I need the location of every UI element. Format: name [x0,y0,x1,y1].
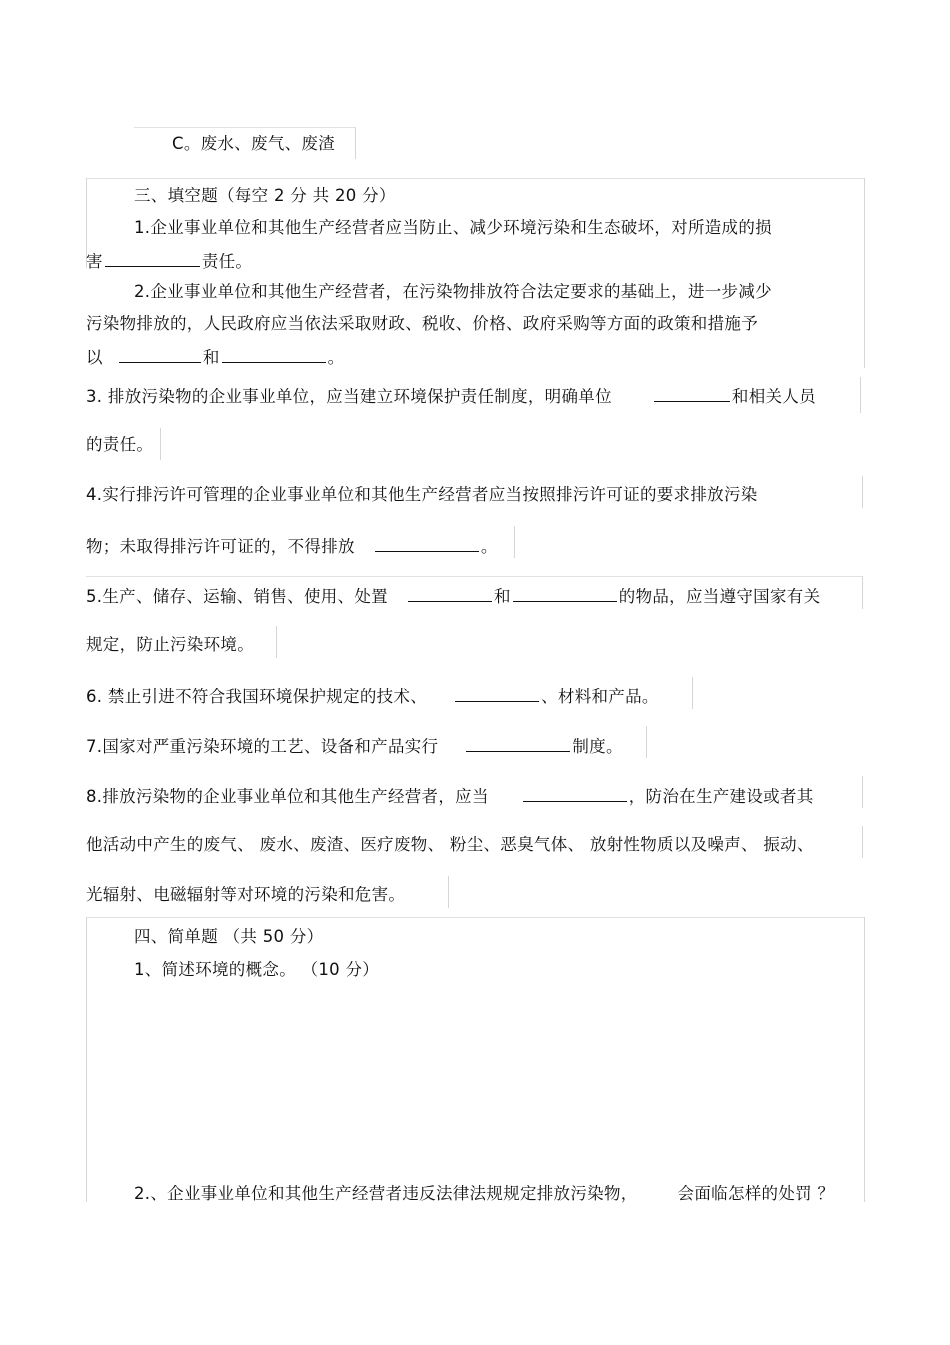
short-question-1: 1、简述环境的概念。 （10 分） [134,960,380,979]
section-heading-short: 四、简单题 （共 50 分） [134,927,324,946]
frame-line [646,726,647,758]
fill-question-5-line1 [86,587,820,606]
fill-question-2-line3 [86,348,344,367]
fill-question-2-line2: 污染物排放的，人民政府应当依法采取财政、税收、价格、政府采购等方面的政策和措施予 [86,314,758,333]
answer-blank[interactable] [105,252,200,267]
answer-blank[interactable] [375,537,479,552]
answer-blank[interactable] [466,737,570,752]
q2-post-text: 。 [327,348,345,367]
answer-blank[interactable] [408,587,492,602]
q5-pre-text: 5.生产、储存、运输、销售、使用、处置 [86,587,388,606]
fill-question-8-line3: 光辐射、电磁辐射等对环境的污染和危害。 [86,885,406,904]
fill-question-6 [86,687,659,706]
q8-post-text: ，防治在生产建设或者其 [628,787,814,806]
frame-line [160,428,161,460]
q2-mid-text: 和 [202,348,220,367]
q2-short-pre: 2.、企业事业单位和其他生产经营者违反法律法规规定排放污染物， [134,1184,638,1203]
frame-line [862,576,863,609]
frame-line [864,178,865,368]
q6-pre-text: 6. 禁止引进不符合我国环境保护规定的技术、 [86,687,428,706]
q7-post-text: 制度。 [572,737,623,756]
frame-line [355,127,356,159]
frame-line [862,476,863,508]
fill-question-1-line2 [86,252,252,271]
answer-blank[interactable] [513,587,617,602]
answer-blank[interactable] [523,787,627,802]
q1-pre-text: 害 [86,252,103,271]
fill-question-4-line2 [86,537,498,556]
q5-post-text: 的物品，应当遵守国家有关 [618,587,821,606]
frame-line [864,917,865,1202]
frame-line [862,776,863,808]
section-heading-fill: 三、填空题（每空 2 分 共 20 分） [134,186,396,205]
q8-pre-text: 8.排放污染物的企业事业单位和其他生产经营者，应当 [86,787,489,806]
short-question-2 [134,1186,834,1203]
q2-short-post: 会面临怎样的处罚 ？ [677,1184,835,1203]
fill-question-7 [86,737,623,756]
answer-blank[interactable] [222,348,326,363]
answer-blank[interactable] [455,687,539,702]
fill-question-8-line2: 他活动中产生的废气、 废水、废渣、医疗废物、 粉尘、恶臭气体、 放射性物质以及噪声、 振动、 [86,835,814,854]
option-c: C。废水、废气、废渣 [172,134,336,153]
frame-line [692,677,693,709]
fill-question-4-line1: 4.实行排污许可管理的企业事业单位和其他生产经营者应当按照排污许可证的要求排放污染 [86,485,758,504]
frame-line [514,526,515,558]
frame-line [448,876,449,908]
q4-pre-text: 物；未取得排污许可证的，不得排放 [86,537,355,556]
q3-pre-text: 3. 排放污染物的企业事业单位，应当建立环境保护责任制度，明确单位 [86,387,612,406]
q5-mid-text: 和 [493,587,511,606]
fill-question-3-line1 [86,387,816,406]
q7-pre-text: 7.国家对严重污染环境的工艺、设备和产品实行 [86,737,439,756]
fill-question-5-line2: 规定，防止污染环境。 [86,635,254,654]
fill-question-8-line1 [86,787,814,806]
q1-post-text: 责任。 [201,252,253,271]
frame-line [86,576,862,577]
q4-post-text: 。 [480,537,498,556]
q3-post-text: 和相关人员 [731,387,816,406]
answer-blank[interactable] [119,348,201,363]
frame-line [860,377,861,413]
fill-question-2-line1: 2.企业事业单位和其他生产经营者，在污染物排放符合法定要求的基础上，进一步减少 [134,282,772,301]
frame-line [86,917,87,1202]
fill-question-3-line2: 的责任。 [86,435,154,454]
frame-line [86,917,864,918]
q6-post-text: 、材料和产品。 [541,687,659,706]
answer-blank[interactable] [654,387,730,402]
fill-question-1-line1: 1.企业事业单位和其他生产经营者应当防止、减少环境污染和生态破坏，对所造成的损 [134,218,772,237]
q2-pre-text: 以 [86,348,103,367]
frame-line [86,178,864,179]
frame-line [276,626,277,658]
frame-line [134,127,355,128]
frame-line [862,826,863,858]
